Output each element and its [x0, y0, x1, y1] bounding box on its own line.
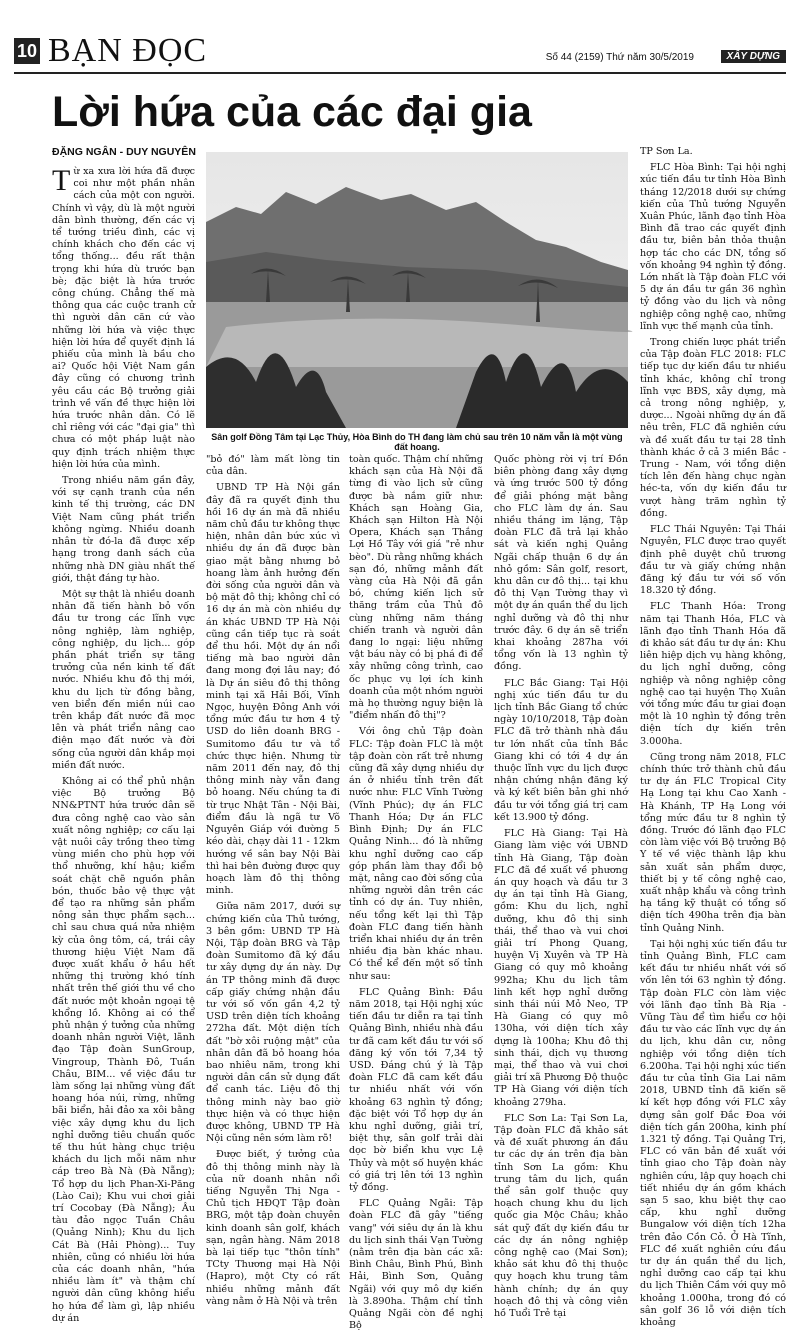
paragraph: FLC Thái Nguyên: Tại Thái Nguyên, FLC được trao quyết định phê duyệt chủ trương đầu tư và giấy chứng nhận đăng ký đầu tư với số vốn 18.320 tỷ đồng.	[640, 524, 786, 597]
paragraph: Giữa năm 2017, dưới sự chứng kiến của Thủ tướng, 3 bên gồm: UBND TP Hà Nội, Tập đoàn BRG và Tập đoàn Sumitomo đã ký đầu tư xây dựng dự án này. Dự án TP thông minh đã được cấp giấy chứng nhận đầu tư với số vốn gần 4,2 tỷ USD trên diện tích khoảng 272ha đất. Một diện tích đất "bờ xôi ruộng mật" của nhân dân đã bỏ hoang hóa bao nhiêu năm, trong khi người dân cần sử dụng đất để canh tác. Liệu đô thị thông minh này bao giờ thực hiện và có thực hiện được không, UBND TP Hà Nội cũng nên sớm làm rõ!	[206, 901, 340, 1145]
page-number: 10	[14, 38, 40, 64]
paragraph: FLC Quảng Bình: Đầu năm 2018, tại Hội nghị xúc tiến đầu tư diễn ra tại tỉnh Quảng Bình, nhiều nhà đầu tư đã cam kết đầu tư với số đăng ký vốn tới 7,34 tỷ USD. Đáng chú ý là Tập đoàn FLC đã cam kết đầu tư nhiều nhất với vốn khoảng 63 nghìn tỷ đồng; đặc biệt với Tổ hợp dự án khu nghỉ dưỡng, giải trí, biệt thự, sân golf trải dài dọc bờ biển khu vực Lệ Thủy và một số huyện khác có giá trị lên tới 13 nghìn tỷ đồng.	[349, 986, 483, 1193]
newspaper-logo: XÂY DỰNG	[721, 50, 786, 63]
paragraph: Không ai có thể phủ nhận việc Bộ trưởng Bộ NN&PTNT hứa trước dân sẽ đưa công nghệ cao vào sản xuất nông nghiệp; cơ cấu lại vật nuôi cây trồng theo từng vùng miền cho phù hợp với thổ nhưỡng, khí hậu; kiểm soát chặt chẽ nguồn phân bón, thuốc bảo vệ thực vật để tạo ra những sản phẩm nông sản thực phẩm sạch... chỉ sau chưa quá nửa nhiệm kỳ của ông tôm, cá, trái cây thương hiệu Việt Nam đã được xuất khẩu ở hầu hết những thị trường khó tính nhất trên thế giới thu về cho đất nước một khoản ngoại tệ khổng lồ. Không ai có thể phủ nhận ý tưởng của những doanh nhân người Việt, lãnh đạo Tập đoàn SunGroup, Vingroup, Thành Đô, Tuần Châu, BIM... về việc đầu tư làm sống lại những vùng đất hoang hóa núi, rừng, những bãi biển, hải đảo xa xôi bằng việc xây dựng khu du lịch nghỉ dưỡng tiêu chuẩn quốc tế thu hút hàng chục triệu khách du lịch mỗi năm như cáp treo Bà Nà (Đà Nẵng); Tổ hợp du lịch Phan-Xi-Păng (Lào Cai); Khu vui chơi giải trí Cocobay (Đà Nẵng); Âu tàu đảo ngọc Tuần Châu (Quảng Ninh); Khu du lịch Cát Bà (Hải Phòng)... Tuy nhiên, cũng có nhiều lời hứa của các doanh nhân, "hứa nhiều làm ít" và thậm chí người dân cũng không hiểu họ hứa để làm gì, lập nhiều dự án	[52, 775, 195, 1324]
paragraph: FLC Thanh Hóa: Trong năm tại Thanh Hóa, FLC và lãnh đạo tỉnh Thanh Hóa đã đi khảo sát đầu tư dự án: Khu liên hiệp dịch vụ hàng không, du lịch nghỉ dưỡng, công nghiệp và nông nghiệp công nghệ cao tại huyện Thọ Xuân với tổng mức đầu tư giai đoạn một là 10 nghìn tỷ đồng trên diện tích dự kiến trên 3.000ha.	[640, 601, 786, 747]
dropcap: T	[52, 164, 71, 197]
paragraph: FLC Hòa Bình: Tại hội nghị xúc tiến đầu tư tỉnh Hòa Bình tháng 12/2018 dưới sự chứng kiến của Thủ tướng Nguyễn Xuân Phúc, lãnh đạo tỉnh Hòa Bình đã trao các quyết định đầu tư, biên bản thỏa thuận hợp tác cho các DN, tổng số vốn khoảng 94 nghìn tỷ đồng. Lớn nhất là Tập đoàn FLC với 5 dự án đầu tư gần 36 nghìn tỷ đồng vào du lịch và nông nghiệp công nghệ cao, những lĩnh vực thế mạnh của tỉnh.	[640, 162, 786, 332]
paragraph: Quốc phòng rời vị trí Đồn biên phòng đang xây dựng và ứng trước 500 tỷ đồng để giải phóng mặt bằng cho FLC làm dự án. Sau nhiều tháng im lặng, Tập đoàn FLC đã trả lại khảo sát và kiến nghị Quảng Ngãi chấp thuận 6 dự án nhỏ gồm: Sân golf, resort, khu dân cư đô thị... tại khu đô thị Vạn Tường thay vì một dự án quần thể du lịch nghỉ dưỡng và đô thị như trước đây. 6 dự án sẽ triển khai khoảng 287ha với tổng vốn là 13 nghìn tỷ đồng.	[494, 454, 628, 673]
paragraph: Trong chiến lược phát triển của Tập đoàn FLC 2018: FLC tiếp tục dự kiến đầu tư nhiều tỉnh khác, không chỉ trong lĩnh vực BĐS, xây dựng, mà cả trong nông nghiệp, y, dược... Ngoài những dự án đã nêu trên, FLC đã nghiên cứu và đề xuất đầu tư tại 28 tỉnh thành khác ở cả 3 miền Bắc - Trung - Nam, với tổng diện tích lên đến hàng chục ngàn héc-ta, vốn dự kiến đầu tư vượt hàng trăm nghìn tỷ đồng.	[640, 337, 786, 519]
paragraph: toàn quốc. Thậm chí những khách sạn của Hà Nội đã từng đi vào lịch sử cũng được bà nắm giữ như: Khách sạn Hoàng Gia, Khách sạn Hilton Hà Nội Opera, Khách sạn Thắng Lợi Hồ Tây với giá "rẻ như bèo". Dù rằng những khách sạn đó, những mảnh đất vàng của Hà Nội đã gắn bó, chứng kiến lịch sử thăng trầm của Thủ đô cùng những năm tháng chiến tranh và người dân đang lo ngại: liệu những vật báu này có bị phá đi để xây những công trình, cao ốc phục vụ lợi ích kinh doanh của một nhóm người mà họ thường nguy biện là "điểm nhấn đô thị"?	[349, 454, 483, 722]
paragraph: FLC Hà Giang: Tại Hà Giang làm việc với UBND tỉnh Hà Giang, Tập đoàn FLC đã đề xuất về phương án quy hoạch và đầu tư 3 dự án tại tỉnh Hà Giang, gồm: Khu du lịch, nghỉ dưỡng, khu đô thị sinh thái, thể thao và vui chơi giải trí Phong Quang, huyện Vị Xuyên và TP Hà Giang có quy mô khoảng 992ha; Khu du lịch tâm linh kết hợp nghỉ dưỡng sinh thái núi Mỏ Neo, TP Hà Giang có quy mô 130ha, với diện tích xây dựng là 100ha; Khu đô thị sinh thái, dịch vụ thương mại, thể thao và vui chơi giải trí xã Phương Độ thuộc TP Hà Giang với diện tích khoảng 279ha.	[494, 828, 628, 1108]
article-column-3	[349, 454, 483, 1332]
paragraph: TP Sơn La.	[640, 146, 693, 157]
paragraph: FLC Sơn La: Tại Sơn La, Tập đoàn FLC đã khảo sát và đề xuất phương án đầu tư các dự án trên địa bàn tỉnh Sơn La gồm: Khu trung tâm du lịch, quần thể sân golf thuộc quy hoạch chung khu du lịch quốc gia Mộc Châu; khảo sát quỹ đất dự kiến đầu tư các dự án nông nghiệp công nghệ cao (Mai Sơn); khảo sát khu đô thị thuộc quy hoạch khu trung tâm hành chính; dự án quy hoạch đô thị và công viên hồ Tuổi Trẻ tại	[494, 1112, 628, 1320]
paragraph: Cũng trong năm 2018, FLC chính thức trở thành chủ đầu tư dự án FLC Tropical City Hạ Long tại khu Cao Xanh - Hà Khánh, TP Hạ Long với tổng mức đầu tư 8 nghìn tỷ đồng. Trước đó lãnh đạo FLC còn làm việc với Bộ trưởng Bộ Y tế về việc thành lập khu sản xuất sản phẩm dược, thiết bị y tế công nghệ cao, xuất nhập khẩu và công trình hạ tầng kỹ thuật có tổng số diện tích 490ha trên địa bàn tỉnh Quảng Ninh.	[640, 751, 786, 934]
article-column-4	[494, 454, 628, 1320]
article-photo	[206, 152, 628, 428]
paragraph: Một sự thật là nhiều doanh nhân đã tiến hành bỏ vốn đầu tư trong các lĩnh vực nông nghiệp, làm nghiệp, công nghiệp, du lịch... góp phần phát triển sự tăng trưởng của nền kinh tế đất nước. Nhiều khu đô thị mới, khu du lịch từ đồng bằng, ven biển đến miền núi cao trên khắp đất nước đã mọc lên và phát triển nâng cao điện mạo đất nước và đời sống của người dân khắp mọi miền đất nước.	[52, 588, 195, 771]
paragraph: UBND TP Hà Nội gần đây đã ra quyết định thu hồi 16 dự án mà đã nhiều năm chủ đầu tư không thực hiện, nhân dân bức xúc vì nhiều dự án đã được bàn giao mặt bằng nhưng bỏ hoang làm ảnh hưởng đến đời sống của người dân và bộ mặt đô thị; không chỉ có 16 dự án mà còn nhiều dự án khác UBND TP Hà Nội cũng cần tiếp tục rà soát để thu hồi. Một dự án nổi tiếng mà bao người dân đang mong đợi lâu nay; đó là Dự án siêu đô thị thông minh tại xã Hải Bối, Vĩnh Ngọc, huyện Đông Anh với tổng mức đầu tư hơn 4 tỷ USD do liên doanh BRG - Sumitomo đầu tư và tổ chức thực hiện. Nhưng từ năm 2011 đến nay, đô thị thông minh này vẫn đang bỏ hoang. Nếu chúng ta đi từ trục Nhật Tân - Nội Bài, điểm đầu là ngã tư Võ Nguyên Giáp với đường 5 kéo dài, chạy dài 11 - 12km hướng về sân bay Nội Bài thì hai bên đường được quy hoạch làm đô thị thông minh.	[206, 482, 340, 897]
byline: ĐẶNG NGÂN - DUY NGUYÊN	[52, 146, 196, 158]
article-column-1	[52, 164, 195, 1324]
paragraph: FLC Quảng Ngãi: Tập đoàn FLC đã gây "tiếng vang" với siêu dự án là khu du lịch sinh thái Vạn Tường (nằm trên địa bàn các xã: Bình Châu, Bình Phú, Bình Hải, Bình Sơn, Quảng Ngãi) với quy mô dự kiến là 3.890ha. Thậm chí tỉnh Quảng Ngãi còn đề nghị Bộ	[349, 1198, 483, 1332]
article-column-2	[206, 454, 340, 1307]
paragraph: Tại hội nghị xúc tiến đầu tư tỉnh Quảng Bình, FLC cam kết đầu tư nhiều nhất với số vốn lên tới 63 nghìn tỷ đồng. Tập đoàn FLC còn làm việc với lãnh đạo tỉnh Bà Rịa - Vũng Tàu để tìm hiểu cơ hội đầu tư vào các lĩnh vực dự án du lịch, khu dân cư, nông nghiệp với tổng diện tích 6.200ha. Tại hội nghị xúc tiến đầu tư của tỉnh Gia Lai năm 2018, UBND tỉnh đã kiến sẽ kí kết hợp đồng với FLC xây dựng sân golf Đắc Đoa với diện tích gần 200ha, kinh phí 1.321 tỷ đồng. Tại Quảng Trị, FLC có văn bản đề xuất với tỉnh giao cho Tập đoàn này nghiên cứu, lập quy hoạch chi tiết nhiều dự án gồm khách sạn 5 sao, khu biệt thự cao cấp, khu nghỉ dưỡng Bungalow với diện tích 12ha trên đảo Cồn Cỏ. Ở Hà Tĩnh, FLC đề xuất nghiên cứu đầu tư dự án quần thể du lịch, nghỉ dưỡng cao cấp tại khu du lịch Thiên Cầm với quy mô khoảng 1.000ha, trong đó có sân golf 36 lỗ với diện tích khoảng	[640, 938, 786, 1329]
section-title: BẠN ĐỌC	[48, 32, 208, 69]
photo-caption: Sân golf Đồng Tâm tại Lạc Thủy, Hòa Bình do TH đang làm chủ sau trên 10 năm vẫn là một vùng đất hoang.	[211, 432, 623, 452]
paragraph: Với ông chủ Tập đoàn FLC: Tập đoàn FLC là một tập đoàn còn rất trẻ nhưng cũng đã xây dựng nhiều dự án ở nhiều tỉnh trên đất nước như: FLC Vĩnh Tường (Vĩnh Phúc); dự án FLC Thanh Hóa; Dự án FLC Bình Định; Dự án FLC Quảng Ninh... đó là những khu nghỉ dưỡng cao cấp góp phần làm thay đổi bộ mặt, nâng cao đời sống của những người dân trên các tỉnh có dự án. Tuy nhiên, nếu tổng kết lại thì Tập đoàn FLC đang tiến hành triển khai nhiều dự án trên nhiều địa bàn khác nhau. Có thể kể đến một số tỉnh như sau:	[349, 726, 483, 982]
paragraph: Trong nhiều năm gần đây, với sự cạnh tranh của nền kinh tế thị trường, các DN Việt Nam cũng phát triển không ngừng. Nhiều doanh nhân từ đó-la đã được xếp hạng trong danh sách của những nhà DN giàu nhất thế giới, thật đáng tự hào.	[52, 475, 195, 584]
paragraph: Được biết, ý tưởng của đô thị thông minh này là của nữ doanh nhân nổi tiếng Nguyễn Thị Nga - Chủ tịch HĐQT Tập đoàn BRG, một tập đoàn chuyên kinh doanh sân golf, khách sạn, ngân hàng. Năm 2018 bà lại tiếp tục "thôn tính" TCty Thương mại Hà Nội (Hapro), một Cty có rất nhiều những mảnh đất vàng nằm ở Hà Nội và trên	[206, 1149, 340, 1307]
golf-course-landscape-image	[206, 152, 628, 428]
issue-info: Số 44 (2159) Thứ năm 30/5/2019	[545, 52, 694, 63]
header-rule	[14, 72, 786, 74]
paragraph: FLC Bắc Giang: Tại Hội nghị xúc tiến đầu tư du lịch tỉnh Bắc Giang tổ chức ngày 10/10/2018, Tập đoàn FLC đã trở thành nhà đầu tư lớn nhất của tỉnh Bắc Giang khi có tới 4 dự án thuộc lĩnh vực du lịch được nhận chứng nhận đăng ký và ký kết biên bản ghi nhớ đầu tư với tổng giá trị cam kết 13.900 tỷ đồng.	[494, 677, 628, 823]
page-header	[14, 32, 786, 69]
article-title: Lời hứa của các đại gia	[52, 88, 532, 136]
article-column-5	[640, 146, 786, 1329]
paragraph: Từ xa xưa lời hứa đã được coi như một phần nhân cách của một con người. Chính vì vậy, dù là một người dân bình thường, đến các vị tể tướng triều đình, các vị chính khách cho đến các vị tổng thống... đều rất thận trọng khi hứa dù trước bạn bè; đặc biệt là hứa trước công chúng. Chẳng thế mà thông qua các cuộc tranh cử thì người dân căn cứ vào những lời hứa và việc thực hiện lời hứa để quyết định lá phiếu của mình là bầu cho ai? Quốc hội Việt Nam gần đây cũng có chương trình yêu cầu các Bộ trưởng giải trình về vấn đề thực hiện lời hứa trước nhân dân. Có lẽ chỉ riêng với các "đại gia" thì chưa có một pháp luật nào quy định trách nhiệm thực hiện lời hứa của mình.	[52, 164, 195, 470]
paragraph: "bỏ đó" làm mất lòng tin của dân.	[206, 454, 340, 478]
